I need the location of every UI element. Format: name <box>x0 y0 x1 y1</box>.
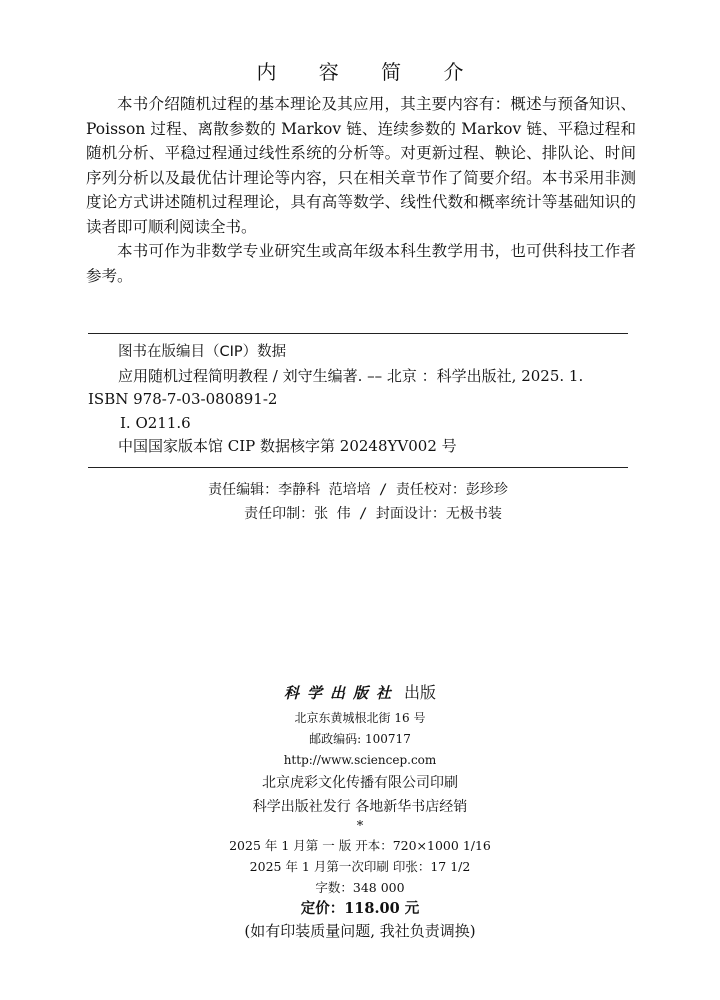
cip-isbn: ISBN 978-7-03-080891-2 <box>88 390 278 408</box>
printer-line: 北京虎彩文化传播有限公司印刷 <box>262 775 458 791</box>
intro-paragraph-2: 本书可作为非数学专业研究生或高年级本科生教学用书，也可供科技工作者参考。 <box>86 242 636 285</box>
cip-data-block <box>88 333 628 468</box>
printing-line: 2025 年 1 月第一次印刷 印张：17 1/2 <box>249 859 471 874</box>
editors-line-2: 责任印制：张 伟 / 封面设计：无极书装 <box>244 506 502 522</box>
publisher-website: http://www.sciencep.com <box>283 753 437 767</box>
separator-star: * <box>356 819 364 834</box>
price-line <box>0 898 720 920</box>
page-title: 内 容 简 介 <box>256 60 482 84</box>
cip-title-line: 应用随机过程简明教程 / 刘守生编著. –– 北京 ：科学出版社, 2025. 1. <box>118 366 584 385</box>
cip-classification: Ⅰ. O211.6 <box>120 413 191 432</box>
book-introduction <box>86 92 636 288</box>
colophon <box>0 680 720 942</box>
publisher-address: 北京东黄城根北街 16 号 <box>294 711 426 725</box>
editors-line-1: 责任编辑：李静科 范培培 / 责任校对：彭珍珍 <box>208 482 508 498</box>
publisher-line <box>0 680 720 706</box>
publisher-suffix: 出版 <box>404 683 437 702</box>
price-label: 定价： <box>300 901 345 917</box>
wordcount-line: 字数：348 000 <box>315 880 405 895</box>
quality-note: (如有印装质量问题, 我社负责调换) <box>244 922 476 940</box>
publisher-postcode: 邮政编码: 100717 <box>309 732 411 746</box>
distribution-line: 科学出版社发行 各地新华书店经销 <box>252 799 468 815</box>
cip-heading: 图书在版编目（CIP）数据 <box>118 344 287 360</box>
publisher-logo: 科学出版社 <box>283 684 399 702</box>
cip-record-number: 中国国家版本馆 CIP 数据核字第 20248YV002 号 <box>118 437 457 455</box>
price-value: 118.00 元 <box>344 900 420 917</box>
edition-line: 2025 年 1 月第 一 版 开本：720×1000 1/16 <box>229 838 491 853</box>
intro-paragraph-1: 本书介绍随机过程的基本理论及其应用，其主要内容有：概述与预备知识、Poisson 过程、离散参数的 Markov 链、连续参数的 Markov 链、平稳过程和随机分析、平稳过程通过线性系统的分析等。对更新过程、鞅论、排队论、时间序列分析以及最优估计理论等内容，只在相关章节作了简要介绍。本书采用非测度论方式讲述随机过程理论，具有高等数学、线性代数和概率统计等基础知识的读者即可顺利阅读全书。 <box>86 95 636 236</box>
editorial-credits <box>0 478 720 526</box>
